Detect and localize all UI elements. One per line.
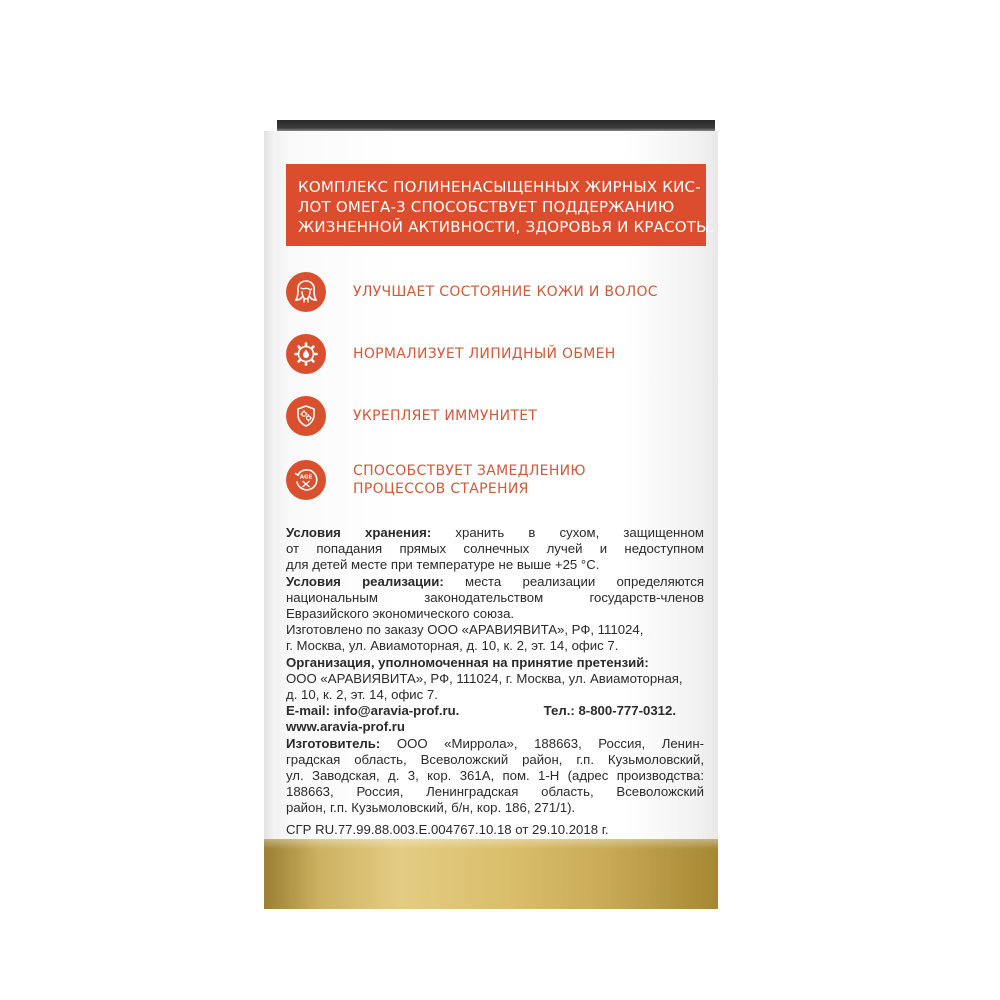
claims-label <box>286 655 704 671</box>
sale-line: Евразийского экономического союза. <box>286 606 515 622</box>
phone-text: Тел.: 8-800-777-0312. <box>543 703 676 719</box>
banner-line: ЖИЗНЕННОЙ АКТИВНОСТИ, ЗДОРОВЬЯ И КРАСОТЫ. <box>298 218 715 236</box>
storage-label: Условия хранения: <box>286 525 432 540</box>
contact-row <box>286 703 704 719</box>
gold-band <box>264 839 718 909</box>
omega3-banner <box>286 164 715 246</box>
product-box <box>264 131 718 909</box>
benefit-label-line: СПОСОБСТВУЕТ ЗАМЕДЛЕНИЮ <box>353 463 586 479</box>
product-info-text <box>286 525 704 870</box>
shield-icon <box>286 396 326 436</box>
maker-line: ул. Заводская, д. 3, кор. 361А, пом. 1-Н (адрес производства: <box>286 768 704 784</box>
maker-text: ООО «Миррола», 188663, Россия, Ленин- <box>396 735 705 751</box>
woman-face-icon <box>286 272 326 312</box>
sale-line <box>286 574 704 590</box>
storage-line: для детей месте при температуре не выше +25 °С. <box>286 557 600 573</box>
age-clock-icon <box>286 460 326 500</box>
age-icon-text: AGE <box>299 474 313 481</box>
maker-line: район, г.п. Кузьмоловский, б/н, кор. 186, 271/1). <box>286 800 576 816</box>
benefit-label-line: ПРОЦЕССОВ СТАРЕНИЯ <box>353 481 529 497</box>
storage-line <box>286 525 704 541</box>
banner-line: КОМПЛЕКС ПОЛИНЕНАСЫЩЕННЫХ ЖИРНЫХ КИС- <box>298 178 701 196</box>
maker-line: 188663, Россия, Ленинградская область, Всеволожский <box>286 784 704 800</box>
maker-line: градская область, Всеволожский район, г.п. Кузьмоловский, <box>286 751 704 767</box>
maker-line <box>286 736 704 752</box>
benefit-label <box>353 283 658 301</box>
benefit-label-line: УЛУЧШАЕТ СОСТОЯНИЕ КОЖИ И ВОЛОС <box>353 284 658 300</box>
claims-line: д. 10, к. 2, эт. 14, офис 7. <box>286 687 438 703</box>
storage-text: хранить в сухом, защищенном <box>455 525 704 540</box>
benefit-label <box>353 407 537 425</box>
box-side-shadow <box>264 131 276 909</box>
order-line: Изготовлено по заказу ООО «АРАВИЯВИТА», РФ, 111024, <box>286 622 644 638</box>
benefit-skin-hair <box>286 272 658 312</box>
claims-label-text: Организация, уполномоченная на принятие претензий: <box>286 654 649 670</box>
sale-line: национальным законодательством государств-членов <box>286 589 704 605</box>
benefit-label <box>353 462 586 498</box>
benefit-label <box>353 345 616 363</box>
sale-label: Условия реализации: <box>286 573 444 589</box>
benefit-label-line: УКРЕПЛЯЕТ ИММУНИТЕТ <box>353 408 538 424</box>
storage-line: от попадания прямых солнечных лучей и недоступном <box>286 541 704 557</box>
benefit-immunity <box>286 396 537 436</box>
maker-label: Изготовитель: <box>286 735 381 751</box>
website-text <box>286 719 704 735</box>
benefit-anti-aging <box>286 460 586 500</box>
gear-drop-icon <box>286 334 326 374</box>
benefit-lipid <box>286 334 616 374</box>
benefit-label-line: НОРМАЛИЗУЕТ ЛИПИДНЫЙ ОБМЕН <box>353 346 616 362</box>
website-label: www.aravia-prof.ru <box>286 719 405 735</box>
sale-text: места реализации определяются <box>465 573 704 589</box>
cert-line: СГР RU.77.99.88.003.Е.004767.10.18 от 29.10.2018 г. <box>286 821 609 837</box>
email-text: E-mail: info@aravia-prof.ru. <box>286 703 460 719</box>
claims-line: ООО «АРАВИЯВИТА», РФ, 111024, г. Москва, ул. Авиамоторная, <box>286 670 683 686</box>
order-line: г. Москва, ул. Авиамоторная, д. 10, к. 2, эт. 14, офис 7. <box>286 638 619 654</box>
banner-line: ЛОТ ОМЕГА-3 СПОСОБСТВУЕТ ПОДДЕРЖАНИЮ <box>298 198 675 216</box>
